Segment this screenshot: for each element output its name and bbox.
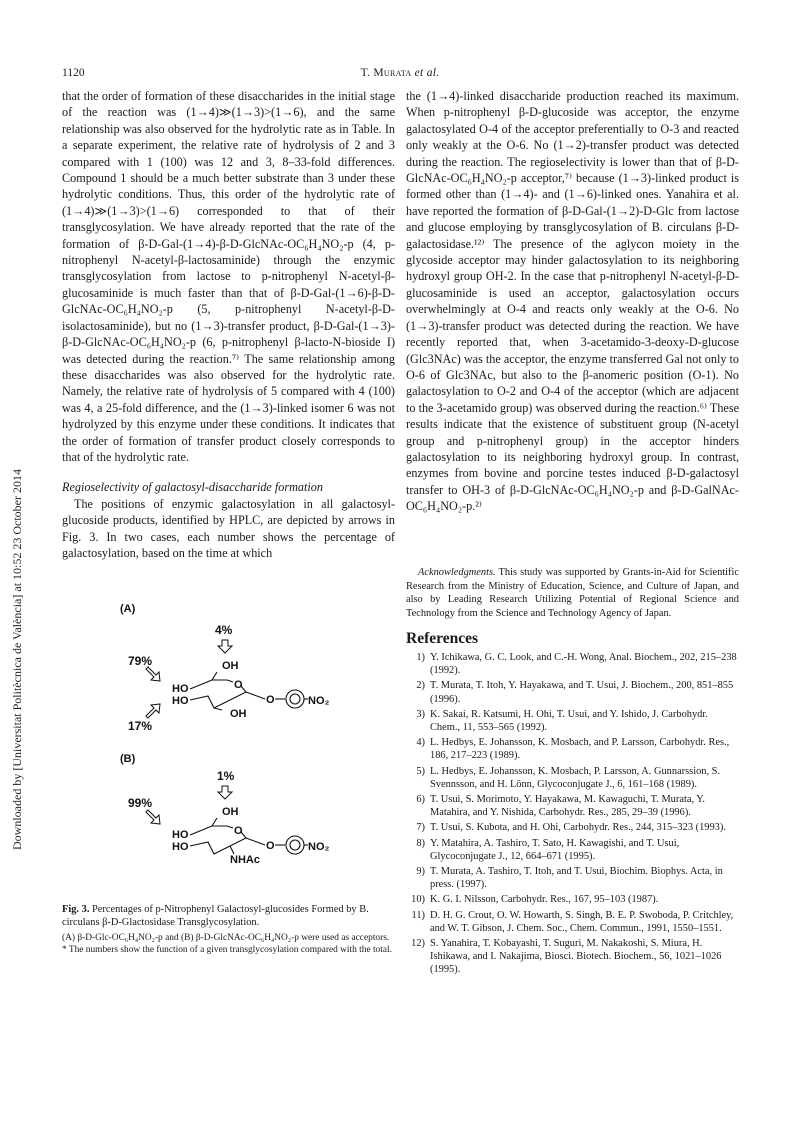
page-number: 1120 (62, 67, 85, 79)
left-column (62, 88, 395, 561)
reference-item: 6) T. Usui, S. Morimoto, Y. Hayakawa, M. Kawaguchi, T. Murata, Y. Matahira, and Y. Nishida, Carbohydr. Res., 285, 29–39 (1996). (416, 794, 706, 819)
reference-item: 11) D. H. G. Crout, O. W. Howarth, S. Singh, B. E. P. Swoboda, P. Critchley, and W. T. Gibson, J. Chem. Soc., Chem. Commun., 1991, 1550–1551. (411, 909, 734, 934)
arrow-icon (146, 704, 160, 718)
svg-text:OH: OH (222, 806, 239, 818)
panel-b-top-percent: 1% (217, 769, 235, 783)
page-header (62, 67, 738, 83)
body-paragraph: that the order of formation of these disaccharides in the initial stage of the reaction was (1→4)≫(1→3)>(1→6), and the same relationship was also observed for the hydrolytic rate as in Table. In a separate experiment, the relative rate of hydrolysis of 2 and 3 compared with 1 (100) was 12 and 3, 8–33-fold differences. Compound 1 should be a much better substrate than 3 under these hydrolytic conditions. Thus, this order of the hydrolytic rate of (1→4)≫(1→3)>(1→6) corresponded to that of their transglycosylation. We have already reported that the rate of the formation of β-D-Gal-(1→4)-β-D-GlcNAc-OC₆H₄NO₂-p (4, p-nitrophenyl N-acetyl-β-lactosaminide) through the enzymic transglycosylation from lactose to p-nitrophenyl N-acetyl-β-glucosaminide is much faster than that of β-D-Gal-(1→6)-β-D-GlcNAc-OC₆H₄NO₂-p (5, p-nitrophenyl N-acetyl-β-D-isolactosaminide), but no (1→3)-transfer product, β-D-Gal-(1→3)-β-D-GlcNAc-OC₆H₄NO₂-p (6, p-nitrophenyl β-lacto-N-bioside I) was detected during the reaction.⁷⁾ The same relationship among these disaccharides was also observed for the hydrolytic rate. Namely, the relative rate of hydrolysis of 5 compared with 4 (100) was 4, a 25-fold difference, and the (1→3)-linked isomer 6 was not hydrolyzed by this enzyme under these conditions. It indicates that the order of formation of transfer product closely corresponds to that of the hydrolytic rate. (62, 89, 395, 464)
caption-label: Fig. 3. (62, 904, 90, 915)
panel-a-structure (190, 672, 308, 710)
svg-text:NHAc: NHAc (230, 854, 260, 866)
section-heading: Regioselectivity of galactosyl-disaccharide formation (62, 480, 323, 495)
svg-text:HO: HO (172, 683, 189, 695)
reference-item: 8) Y. Matahira, A. Tashiro, T. Sato, H. Kawagishi, and T. Usui, Glycoconjugate J., 12, 664–671 (1995). (416, 837, 680, 862)
svg-text:O: O (266, 840, 275, 852)
body-paragraph: The positions of enzymic galactosylation in all galactosyl-glucoside products, identified by HPLC, are depicted by arrows in Fig. 3. In two cases, each number shows the percentage of galactosylation, based on the time at which (62, 496, 395, 560)
references-heading: References (406, 630, 479, 647)
svg-text:O: O (266, 694, 275, 706)
figure-3 (62, 600, 395, 895)
references-list (406, 651, 739, 979)
running-head: T. Murata et al. (360, 67, 440, 79)
panel-b-label: (B) (120, 753, 136, 765)
panel-a-bottom-percent: 17% (128, 719, 153, 733)
panel-b-left-percent: 99% (128, 796, 153, 810)
svg-text:OH: OH (230, 708, 247, 720)
reference-item: 4) L. Hedbys, E. Johansson, K. Mosbach, and P. Larsson, Carbohydr. Res., 186, 217–223 (1989). (416, 737, 730, 762)
arrow-icon (146, 667, 160, 681)
download-watermark: Downloaded by [Universitat Politècnica de València] at 10:52 23 October 2014 (10, 468, 24, 850)
panel-a-top-percent: 4% (215, 623, 233, 637)
figure-caption (62, 903, 395, 957)
caption-note: (A) β-D-Glc-OC₆H₄NO₂-p and (B) β-D-GlcNAc-OC₆H₄NO₂-p were used as acceptors. (62, 933, 390, 944)
reference-item: 3) K. Sakai, R. Katsumi, H. Ohi, T. Usui, and Y. Ishido, J. Carbohydr. Chem., 11, 553–565 (1992). (416, 708, 708, 734)
svg-text:OH: OH (222, 660, 239, 672)
svg-text:O: O (234, 679, 243, 691)
arrow-icon (218, 786, 232, 799)
reference-item: 9) T. Murata, A. Tashiro, T. Itoh, and T. Usui, Biochim. Biophys. Acta, in press. (1997). (416, 866, 723, 891)
reference-item: 10) K. G. I. Nilsson, Carbohydr. Res., 167, 95–103 (1987). (411, 894, 659, 906)
arrow-icon (146, 810, 160, 824)
svg-text:O: O (234, 825, 243, 837)
svg-text:NO₂: NO₂ (308, 841, 330, 853)
body-paragraph: the (1→4)-linked disaccharide production reached its maximum. When p-nitrophenyl β-D-glucoside was acceptor, the enzyme galactosylated O-4 of the acceptor preferentially to O-3 and reacted only weakly at the O-6. No (1→2)-transfer product was detected during the reaction. The regioselectivity is lower than that of β-D-GlcNAc-OC₆H₄NO₂-p acceptor,⁷⁾ because (1→3)-linked product is formed other than (1→4)- and (1→6)-linked ones. Yanahira et al. have reported the formation of β-D-Gal-(1→2)-D-Glc from lactose and glucose employing by transglycosylation of B. circulans β-D-galactosidase.¹²⁾ The presence of the aglycon moiety in the glycoside acceptor may hinder galactosylation to its neighboring hydroxyl group OH-2. In the case that p-nitrophenyl N-acetyl-β-D-glucosaminide is used an acceptor, galactosylation occurs overwhelmingly at O-4 and reacts only weakly at the O-6. No (1→3)-transfer product was detected during the reaction. We have recently reported that, when 3-acetamido-3-deoxy-D-glucose (Glc3NAc) was the acceptor, the enzyme transferred Gal not only to O-6 of Glc3NAc, but also to the β-anomeric position (O-1). No galactosylation to O-2 and O-4 of the acceptor (which are adjacent to the 3-acetamido group) was observed during the reaction.⁶⁾ These results indicate that the existence of substituent group (N-acetyl group and p-nitrophenyl group) in the acceptor hinders galactosylation to its neighboring hydroxyl group. In contrast, enzymes from bovine and porcine testes induced β-D-galactosyl transfer to OH-3 of β-D-GlcNAc-OC₆H₄NO₂-p and β-D-GalNAc-OC₆H₄NO₂-p.²⁾ (406, 89, 739, 514)
figure-3-drawing (62, 600, 395, 895)
reference-item: 1) Y. Ichikawa, G. C. Look, and C.-H. Wong, Anal. Biochem., 202, 215–238 (1992). (416, 652, 737, 677)
reference-item: 7) T. Usui, S. Kubota, and H. Ohi, Carbohydr. Res., 244, 315–323 (1993). (416, 822, 726, 834)
panel-a-left-percent: 79% (128, 654, 153, 668)
reference-item: 2) T. Murata, T. Itoh, Y. Hayakawa, and T. Usui, J. Biochem., 200, 851–855 (1996). (416, 680, 734, 705)
caption-footnote: * The numbers show the function of a given transglycosylation compared with the total. (62, 945, 392, 955)
panel-b-structure (190, 818, 308, 854)
svg-text:NO₂: NO₂ (308, 695, 330, 707)
reference-item: 5) L. Hedbys, E. Johansson, K. Mosbach, P. Larsson, A. Gunnarssion, S. Svennsson, and H. Lönn, Glycoconjugate J., 6, 161–168 (1989). (416, 765, 721, 790)
caption-title: Percentages of p-Nitrophenyl Galactosyl-glucosides Formed by B. circulans β-D-Glactosidase Transglycosylation. (62, 904, 369, 929)
arrow-icon (218, 640, 232, 653)
right-column (406, 88, 739, 515)
acknowledgments: Acknowledgments. This study was supported by Grants-in-Aid for Scientific Research from the Ministry of Education, Science, and Culture of Japan, and also by Leading Research Utilizing Potential of Regional Science and Technology from the Science and Technology Agency of Japan. (406, 567, 739, 619)
reference-item: 12) S. Yanahira, T. Kobayashi, T. Suguri, M. Nakakoshi, S. Miura, H. Ishikawa, and I. Nakajima, Biosci. Biotech. Biochem., 56, 1021–1026 (1995). (411, 938, 722, 976)
svg-text:HO: HO (172, 841, 189, 853)
svg-text:HO: HO (172, 695, 189, 707)
panel-a-label: (A) (120, 603, 136, 615)
svg-text:HO: HO (172, 829, 189, 841)
